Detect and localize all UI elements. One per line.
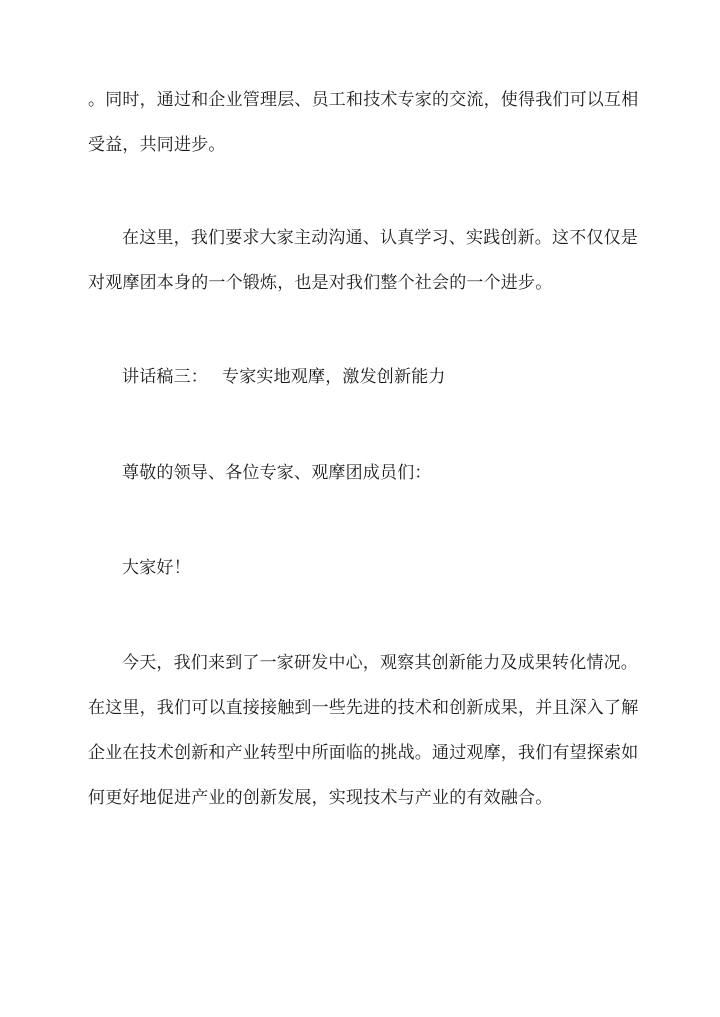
paragraph-line: 受益，共同进步。 <box>88 135 226 155</box>
paragraph-research-center <box>88 641 639 821</box>
heading-line <box>88 355 636 400</box>
speech-heading <box>88 355 636 400</box>
paragraph-line: 。同时，通过和企业管理层、员工和技术专家的交流，使得我们可以互相 <box>88 90 639 110</box>
paragraph-line: 大家好！ <box>122 558 191 578</box>
paragraph-line: 对观摩团本身的一个锻炼，也是对我们整个社会的一个进步。 <box>88 273 553 293</box>
paragraph-line: 尊敬的领导、各位专家、观摩团成员们： <box>122 463 432 483</box>
paragraph-line: 在这里，我们要求大家主动沟通、认真学习、实践创新。这不仅仅是 <box>122 228 638 248</box>
paragraph-line: 何更好地促进产业的创新发展，实现技术与产业的有效融合。 <box>88 788 553 808</box>
paragraph-continuation <box>88 78 639 168</box>
heading-label: 讲话稿三： <box>122 367 208 387</box>
paragraph-requirements <box>88 216 636 306</box>
heading-title: 专家实地观摩，激发创新能力 <box>222 367 446 387</box>
paragraph-line: 在这里，我们可以直接接触到一些先进的技术和创新成果，并且深入了解 <box>88 698 639 718</box>
greeting <box>88 546 636 591</box>
paragraph-line: 企业在技术创新和产业转型中所面临的挑战。通过观摩，我们有望探索如 <box>88 743 639 763</box>
paragraph-line: 今天，我们来到了一家研发中心，观察其创新能力及成果转化情况。 <box>122 653 638 673</box>
salutation <box>88 451 636 496</box>
